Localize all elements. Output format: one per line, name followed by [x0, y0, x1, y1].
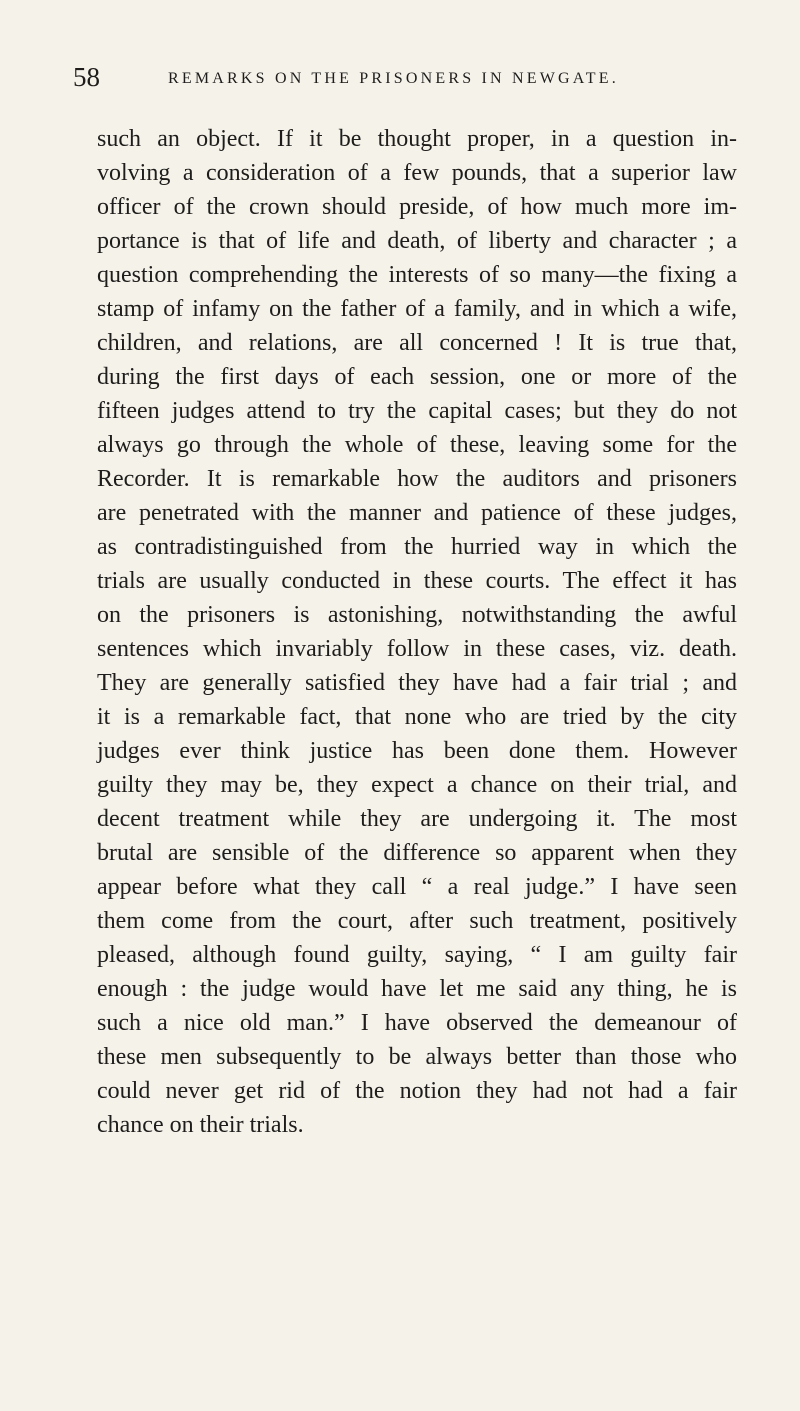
text-line: on the prisoners is astonishing, notwithstanding the awful	[97, 602, 737, 628]
text-line: are penetrated with the manner and patience of these judges,	[97, 500, 737, 526]
text-line: fifteen judges attend to try the capital cases; but they do not	[97, 398, 737, 424]
text-line: officer of the crown should preside, of how much more im-	[97, 194, 737, 220]
text-line: judges ever think justice has been done them. However	[97, 738, 737, 764]
text-line: it is a remarkable fact, that none who are tried by the city	[97, 704, 737, 730]
text-line: portance is that of life and death, of liberty and character ; a	[97, 228, 737, 254]
text-line: They are generally satisfied they have had a fair trial ; and	[97, 670, 737, 696]
text-line: question comprehending the interests of so many—the fixing a	[97, 262, 737, 288]
text-line: decent treatment while they are undergoing it. The most	[97, 806, 737, 832]
text-line: appear before what they call “ a real judge.” I have seen	[97, 874, 737, 900]
text-line: sentences which invariably follow in these cases, viz. death.	[97, 636, 737, 662]
text-line: guilty they may be, they expect a chance on their trial, and	[97, 772, 737, 798]
body-paragraph	[97, 122, 737, 1142]
text-line: during the first days of each session, one or more of the	[97, 364, 737, 390]
text-line: could never get rid of the notion they had not had a fair	[97, 1078, 737, 1104]
text-line: volving a consideration of a few pounds, that a superior law	[97, 160, 737, 186]
text-line: brutal are sensible of the difference so apparent when they	[97, 840, 737, 866]
text-line: stamp of infamy on the father of a family, and in which a wife,	[97, 296, 737, 322]
running-head-title: REMARKS ON THE PRISONERS IN NEWGATE.	[168, 70, 619, 87]
text-line: always go through the whole of these, leaving some for the	[97, 432, 737, 458]
text-line: these men subsequently to be always better than those who	[97, 1044, 737, 1070]
text-line: chance on their trials.	[97, 1112, 304, 1138]
page-number: 58	[73, 62, 100, 92]
text-line: as contradistinguished from the hurried way in which the	[97, 534, 737, 560]
text-line: trials are usually conducted in these courts. The effect it has	[97, 568, 737, 594]
text-line: children, and relations, are all concerned ! It is true that,	[97, 330, 737, 356]
text-line: them come from the court, after such treatment, positively	[97, 908, 737, 934]
running-head	[73, 62, 721, 96]
text-line: such a nice old man.” I have observed the demeanour of	[97, 1010, 737, 1036]
text-line: Recorder. It is remarkable how the auditors and prisoners	[97, 466, 737, 492]
text-line: pleased, although found guilty, saying, “ I am guilty fair	[97, 942, 737, 968]
text-line: such an object. If it be thought proper, in a question in-	[97, 126, 737, 152]
text-line: enough : the judge would have let me said any thing, he is	[97, 976, 737, 1002]
